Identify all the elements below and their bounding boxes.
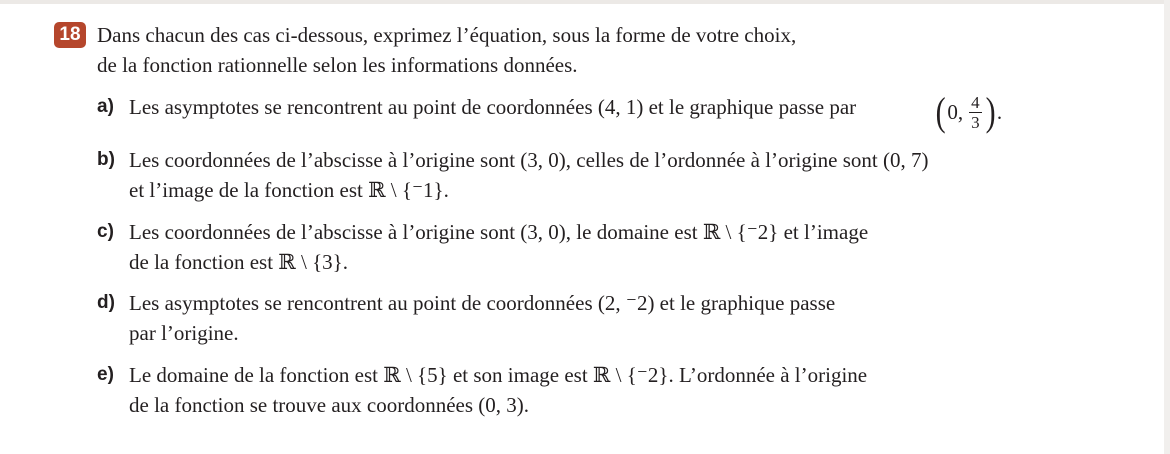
item-c-line-2: de la fonction est ℝ \ {3}. xyxy=(129,250,348,274)
item-a-fraction xyxy=(969,93,982,132)
item-a-letter: a) xyxy=(97,96,114,117)
item-c-line-1: Les coordonnées de l’abscisse à l’origine sont (3, 0), le domaine est ℝ \ {⁻2} et l’image xyxy=(129,220,869,244)
item-d-letter: d) xyxy=(97,292,115,313)
item-a-line-1: Les asymptotes se rencontrent au point de coordonnées (4, 1) et le graphique passe par xyxy=(129,95,857,119)
item-a-fraction-denominator: 3 xyxy=(971,112,980,132)
item-b-line-1: Les coordonnées de l’abscisse à l’origine sont (3, 0), celles de l’ordonnée à l’origine sont (0, 7) xyxy=(129,148,929,172)
item-a-point-x: 0, xyxy=(947,99,964,124)
item-b-letter: b) xyxy=(97,149,115,170)
item-d-line-1: Les asymptotes se rencontrent au point de coordonnées (2, ⁻2) et le graphique passe xyxy=(129,291,836,315)
top-rule xyxy=(0,0,1170,4)
left-paren: ( xyxy=(935,89,946,134)
right-paren: ) xyxy=(985,89,996,134)
exercise-number-badge: 18 xyxy=(54,22,86,48)
item-d-line-2: par l’origine. xyxy=(129,321,239,345)
exercise-intro-line-1: Dans chacun des cas ci-dessous, exprimez l’équation, sous la forme de votre choix, xyxy=(97,23,797,47)
item-a-point-end: . xyxy=(996,99,1003,124)
item-c-letter: c) xyxy=(97,221,114,242)
exercise-intro-line-2: de la fonction rationnelle selon les informations données. xyxy=(97,53,578,77)
item-e-line-1: Le domaine de la fonction est ℝ \ {5} et son image est ℝ \ {⁻2}. L’ordonnée à l’origine xyxy=(129,363,868,387)
item-e-letter: e) xyxy=(97,364,114,385)
item-a-fraction-numerator: 4 xyxy=(971,92,980,112)
item-a-point xyxy=(934,88,1002,136)
item-e-line-2: de la fonction se trouve aux coordonnées (0, 3). xyxy=(129,393,530,417)
item-b-line-2: et l’image de la fonction est ℝ \ {⁻1}. xyxy=(129,178,449,202)
right-edge xyxy=(1164,0,1170,454)
